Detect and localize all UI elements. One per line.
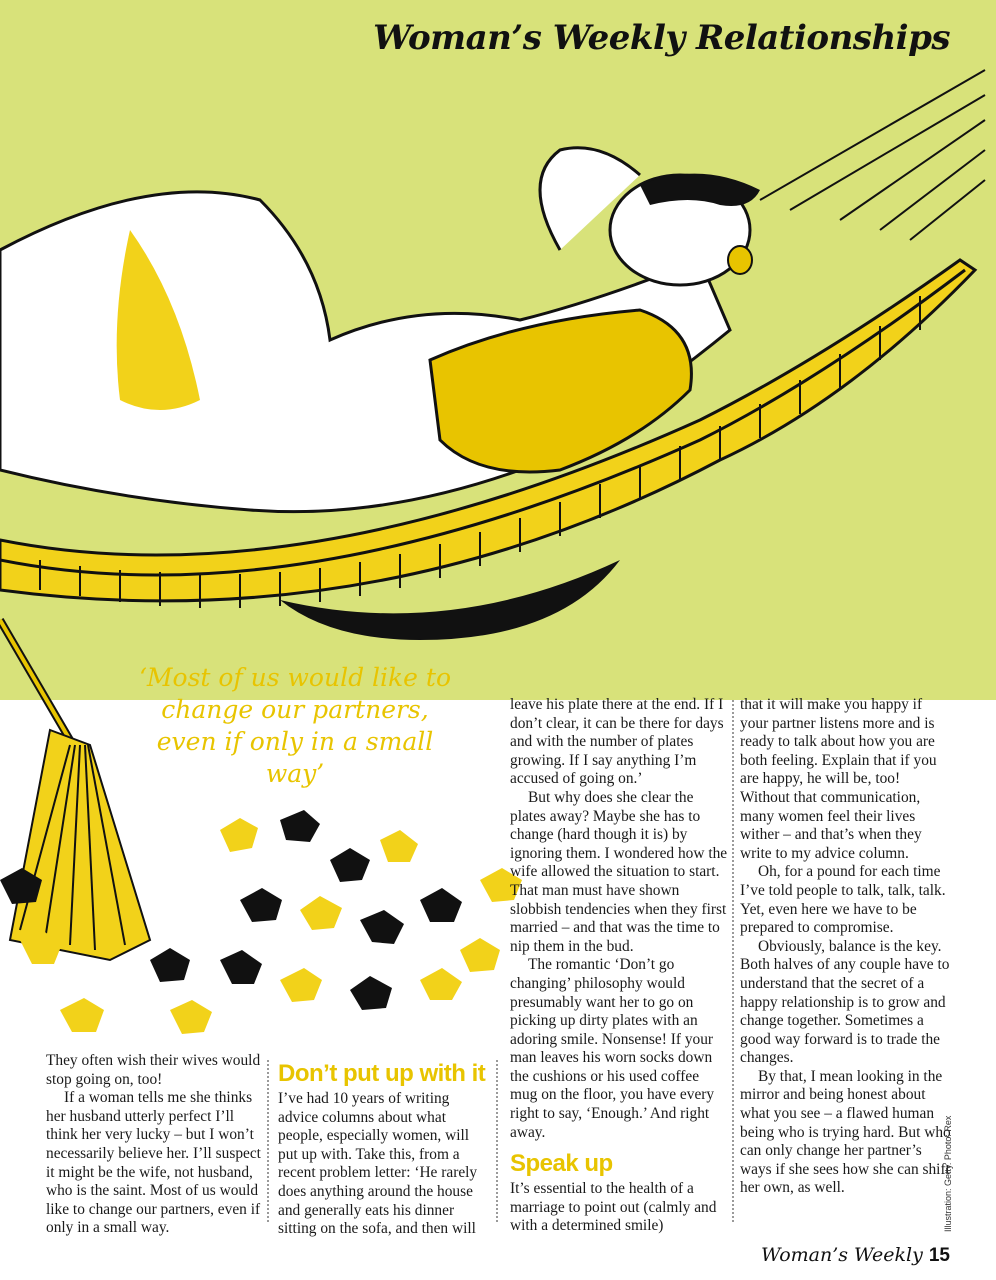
paragraph: They often wish their wives would stop going on, too! — [46, 1052, 261, 1088]
paragraph: But why does she clear the plates away? Maybe she has to change (hard though it is) by ignoring them. I wondered how the wife allowed the situation to start. That man must have shown slobbish tendencies when they first married – and that was the time to nip them in the bud. — [510, 788, 728, 955]
column-divider — [496, 1060, 498, 1222]
article-column-4 — [740, 696, 952, 1198]
paragraph: Obviously, balance is the key. Both halves of any couple have to understand that the secret of a happy relationship is to grow and change together. Sometimes a good way forward is to trade the changes. — [740, 937, 950, 1067]
paragraph: I’ve had 10 years of writing advice columns about what people, especially women, will put up with. Take this, from a recent problem letter: ‘He rarely does anything around the house and generally eats his dinner sitting on the sofa, and then will — [278, 1090, 478, 1238]
paragraph: leave his plate there at the end. If I don’t clear, it can be there for days and with the number of plates growing. If I say anything I’m accused of going on.’ — [510, 696, 724, 788]
paragraph: The romantic ‘Don’t go changing’ philosophy would presumably want her to go on picking up dirty plates with an adoring smile. Nonsense! If your man leaves his worn socks down the cushions or his used coffee mug on the floor, you have every right to say, ‘Enough.’ And right away. — [510, 956, 715, 1141]
pull-quote: ‘Most of us would like to change our partners, even if only in a small way’ — [138, 663, 452, 788]
subheading-dont-put-up: Don’t put up with it — [278, 1060, 486, 1087]
column-divider — [267, 1060, 269, 1222]
page-number: 15 — [928, 1245, 950, 1266]
article-column-3 — [510, 696, 728, 1236]
paragraph: If a woman tells me she thinks her husband utterly perfect I’ll think her very lucky – but I won’t necessarily believe her. I’ll suspect it might be the wife, not husband, who is the saint. Most of us would like to change our partners, even if only in a small way. — [46, 1089, 261, 1237]
ear — [728, 246, 752, 274]
page-footer — [761, 1244, 950, 1267]
column-divider — [732, 700, 734, 1222]
hammock-ropes — [760, 70, 985, 240]
subheading-speak-up: Speak up — [510, 1150, 613, 1178]
article-column-2 — [278, 1060, 490, 1239]
paragraph: Oh, for a pound for each time I’ve told people to talk, talk, talk. Yet, even here we have to be prepared to compromise. — [740, 863, 946, 937]
footer-magazine-name: Woman’s Weekly — [760, 1244, 923, 1266]
rake-icon — [0, 620, 150, 960]
article-column-1 — [46, 1052, 262, 1238]
paragraph: that it will make you happy if your partner listens more and is ready to talk about how you are both feeling. Explain that if you are happy, he will be, too! Without that communication, many women feel their lives wither – and that’s when they write to my advice column. — [740, 696, 937, 862]
image-credit: Illustration: Getty. Photo: Rex — [943, 1115, 953, 1232]
paragraph: By that, I mean looking in the mirror and being honest about what you see – a flawed human being who is trying hard. But who can only change her partner’s ways if she sees how she can shift her own, as well. — [740, 1067, 951, 1197]
paragraph: It’s essential to the health of a marriage to point out (calmly and with a determined smile) — [510, 1180, 717, 1235]
page-header-title: Woman’s Weekly Relationships — [373, 18, 950, 58]
